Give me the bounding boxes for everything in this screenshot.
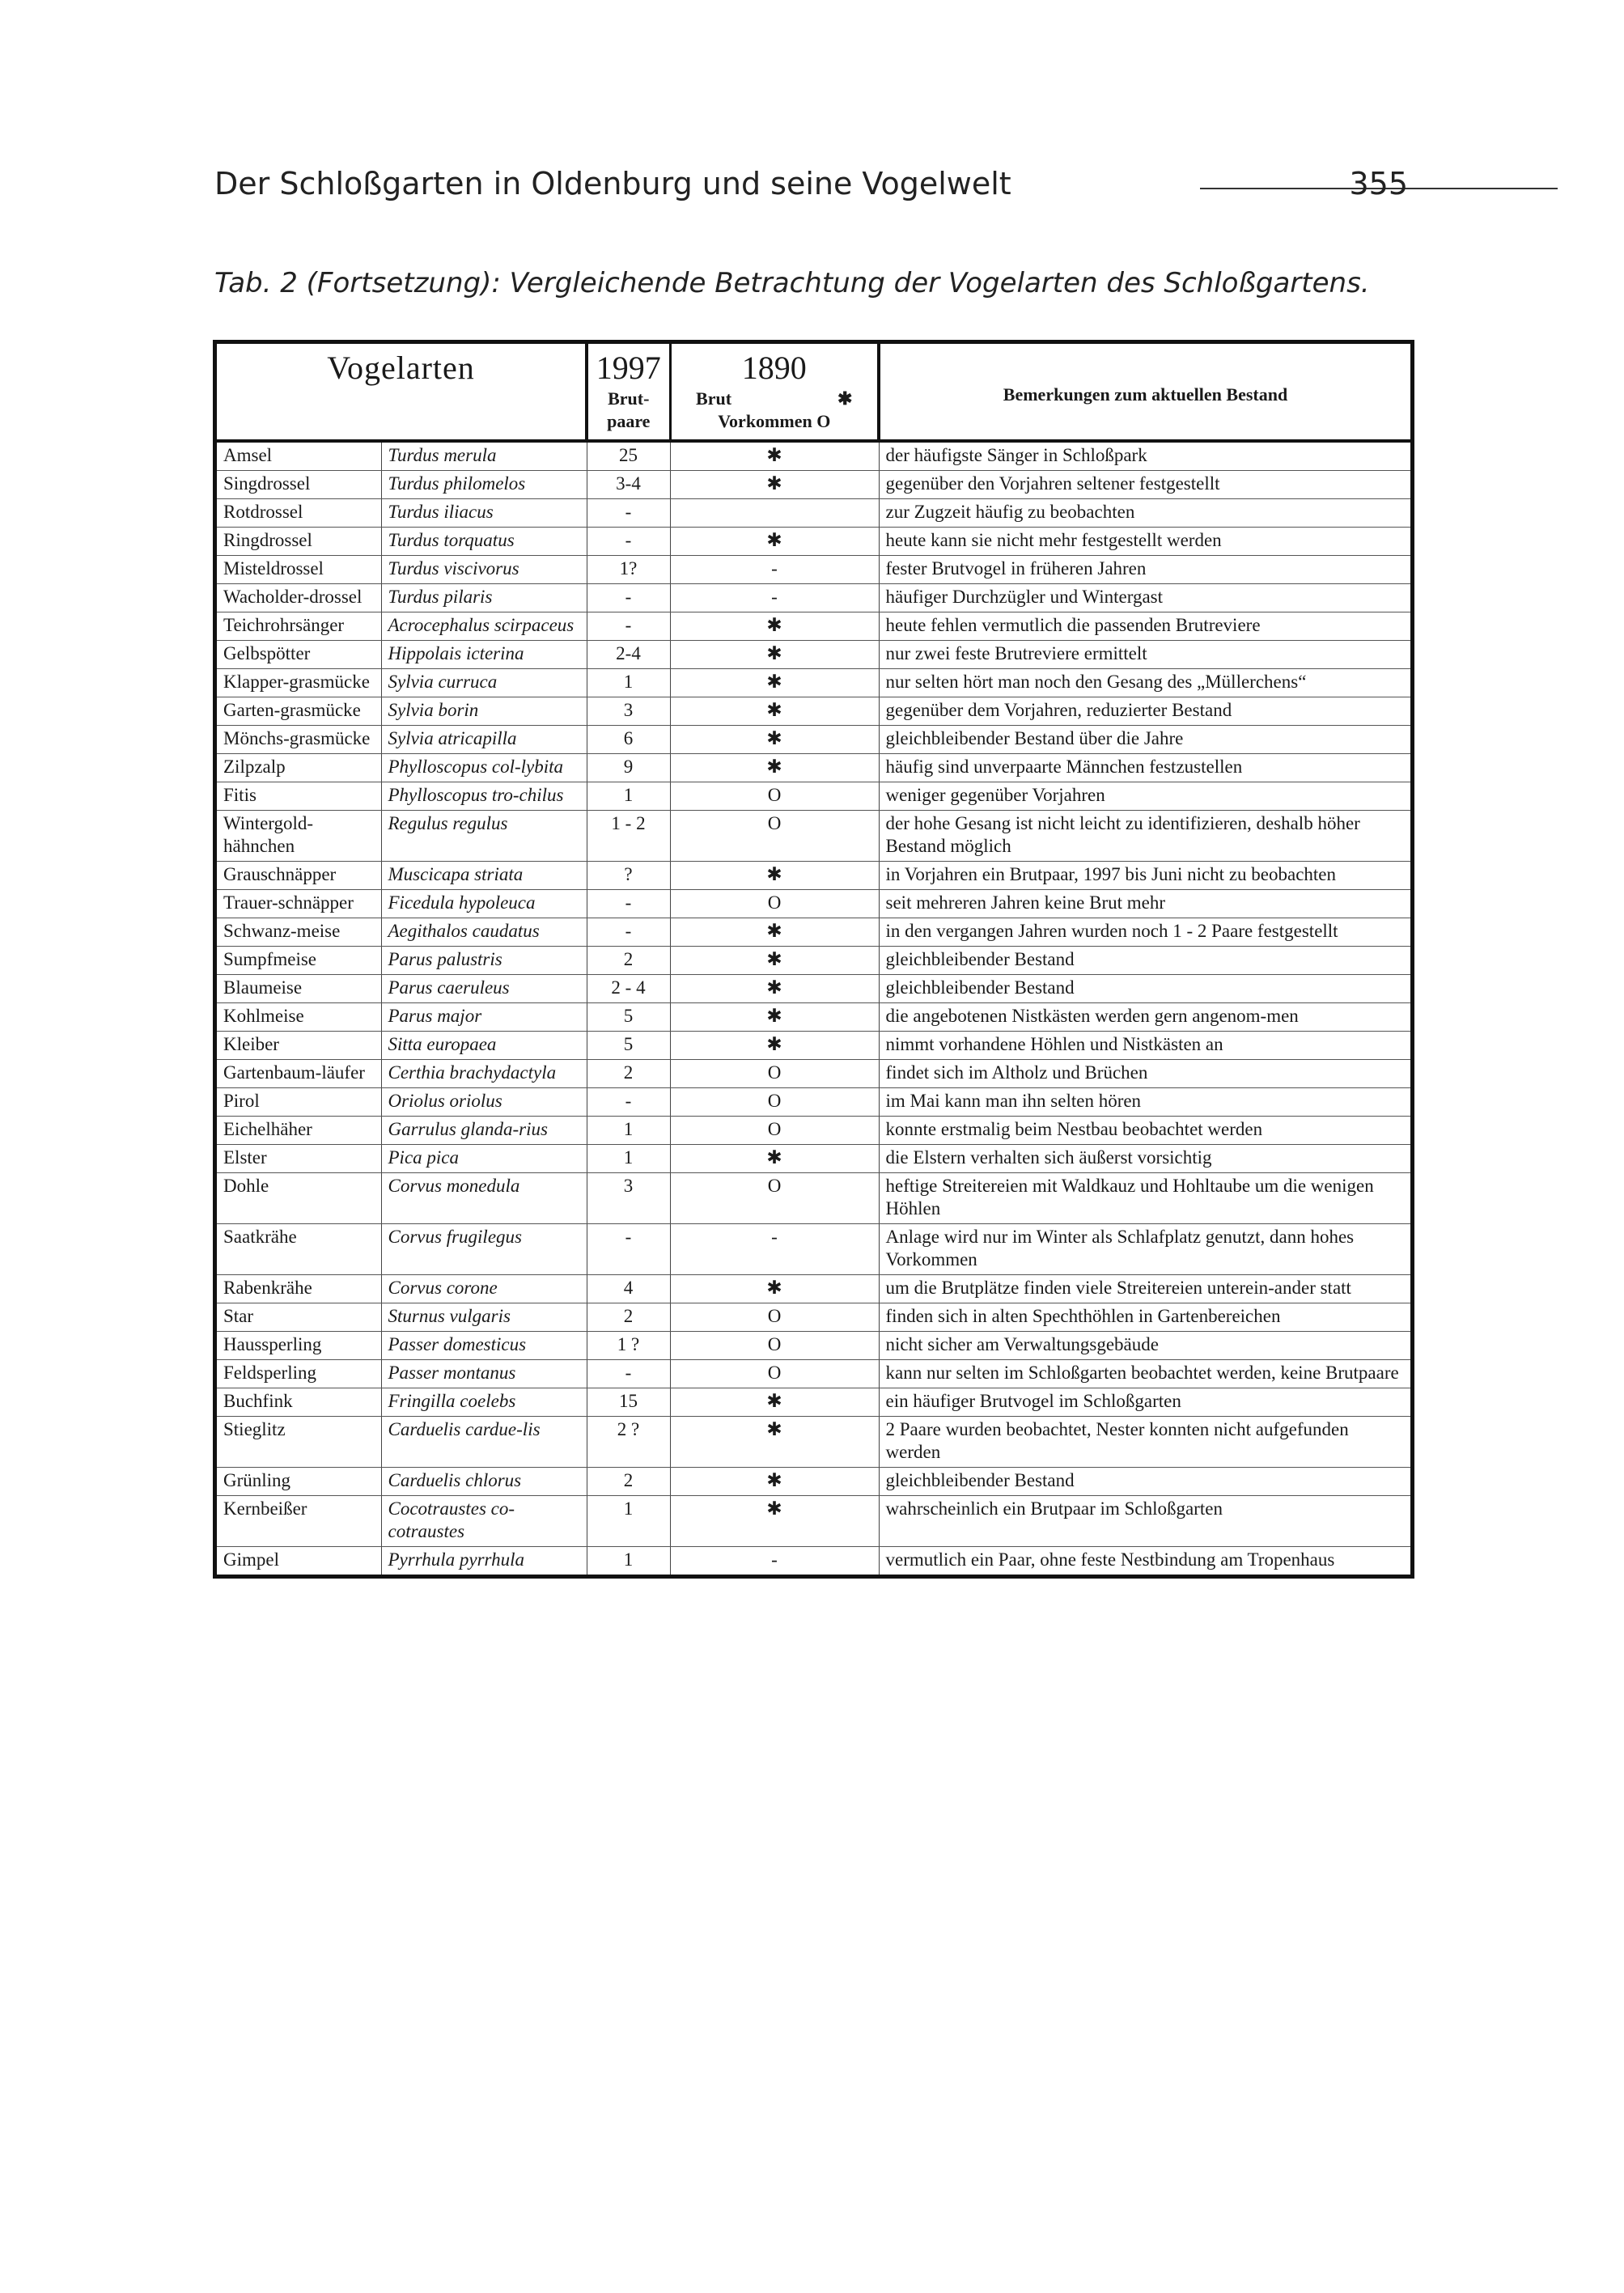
table-row [217,1332,1410,1360]
status-1890: ✱ [670,862,879,890]
header-vorkommen: Vorkommen O [718,411,831,431]
species-name: Teichrohrsänger [217,612,381,641]
status-1890: ✱ [670,697,879,726]
species-name: Rabenkrähe [217,1275,381,1303]
species-name: Rotdrossel [217,499,381,528]
table-row [217,1088,1410,1117]
brutpaare-1997: 1 [587,1547,670,1575]
status-1890: O [670,1088,879,1117]
latin-name: Oriolus oriolus [381,1088,587,1117]
table-row [217,1360,1410,1388]
remark: finden sich in alten Spechthöhlen in Gartenbereichen [879,1303,1410,1332]
brutpaare-1997: 1 ? [587,1332,670,1360]
page-number: 355 [1349,166,1408,201]
remark: Anlage wird nur im Winter als Schlafplatz genutzt, dann hohes Vorkommen [879,1224,1410,1275]
remark: heftige Streitereien mit Waldkauz und Hohltaube um die wenigen Höhlen [879,1173,1410,1224]
remark: heute kann sie nicht mehr festgestellt werden [879,528,1410,556]
brutpaare-1997: 2 ? [587,1417,670,1468]
latin-name: Passer domesticus [381,1332,587,1360]
remark: gleichbleibender Bestand über die Jahre [879,726,1410,754]
table-row [217,697,1410,726]
remark: gleichbleibender Bestand [879,947,1410,975]
table-row [217,975,1410,1003]
brutpaare-1997: 9 [587,754,670,782]
latin-name: Fringilla coelebs [381,1388,587,1417]
latin-name: Pyrrhula pyrrhula [381,1547,587,1575]
latin-name: Regulus regulus [381,811,587,862]
status-1890: O [670,782,879,811]
brutpaare-1997: 25 [587,441,670,471]
latin-name: Parus palustris [381,947,587,975]
page-header [214,166,1408,214]
status-1890: ✱ [670,641,879,669]
table-row [217,918,1410,947]
species-name: Garten-grasmücke [217,697,381,726]
status-1890: ✱ [670,471,879,499]
latin-name: Corvus corone [381,1275,587,1303]
table-row [217,499,1410,528]
brutpaare-1997: 2 [587,1303,670,1332]
table-row [217,1003,1410,1032]
status-1890: - [670,584,879,612]
latin-name: Carduelis chlorus [381,1468,587,1496]
remark: wahrscheinlich ein Brutpaar im Schloßgarten [879,1496,1410,1547]
remark: um die Brutplätze finden viele Streitereien unterein-ander statt [879,1275,1410,1303]
status-1890: ✱ [670,1496,879,1547]
status-1890: ✱ [670,1275,879,1303]
species-name: Grauschnäpper [217,862,381,890]
remark: 2 Paare wurden beobachtet, Nester konnten nicht aufgefunden werden [879,1417,1410,1468]
brutpaare-1997: 5 [587,1032,670,1060]
species-name: Star [217,1303,381,1332]
status-1890: ✱ [670,1388,879,1417]
latin-name: Parus caeruleus [381,975,587,1003]
brutpaare-1997: 1 [587,1496,670,1547]
remark: die angebotenen Nistkästen werden gern angenom-men [879,1003,1410,1032]
species-name: Wintergold-hähnchen [217,811,381,862]
species-name: Kleiber [217,1032,381,1060]
table-row [217,782,1410,811]
status-1890: O [670,1173,879,1224]
header-species [217,344,587,441]
latin-name: Acrocephalus scirpaceus [381,612,587,641]
species-name: Fitis [217,782,381,811]
header-species-label: Vogelarten [327,350,475,386]
latin-name: Garrulus glanda-rius [381,1117,587,1145]
status-1890: ✱ [670,918,879,947]
brutpaare-1997: - [587,890,670,918]
remark: zur Zugzeit häufig zu beobachten [879,499,1410,528]
latin-name: Turdus philomelos [381,471,587,499]
remark: nur selten hört man noch den Gesang des „Müllerchens“ [879,669,1410,697]
remark: im Mai kann man ihn selten hören [879,1088,1410,1117]
remark: fester Brutvogel in früheren Jahren [879,556,1410,584]
table-row [217,947,1410,975]
header-year-1890: 1890 [741,350,807,386]
latin-name: Sylvia curruca [381,669,587,697]
table-row [217,669,1410,697]
latin-name: Sylvia atricapilla [381,726,587,754]
remark: weniger gegenüber Vorjahren [879,782,1410,811]
species-name: Misteldrossel [217,556,381,584]
brutpaare-1997: 1 [587,1145,670,1173]
brutpaare-1997: 1 [587,1117,670,1145]
brutpaare-1997: 3 [587,1173,670,1224]
remark: häufig sind unverpaarte Männchen festzustellen [879,754,1410,782]
species-name: Stieglitz [217,1417,381,1468]
latin-name: Phylloscopus tro-chilus [381,782,587,811]
table-row [217,1496,1410,1547]
species-name: Elster [217,1145,381,1173]
remark: in Vorjahren ein Brutpaar, 1997 bis Juni nicht zu beobachten [879,862,1410,890]
status-1890: ✱ [670,1003,879,1032]
species-name: Sumpfmeise [217,947,381,975]
latin-name: Phylloscopus col-lybita [381,754,587,782]
species-name: Mönchs-grasmücke [217,726,381,754]
latin-name: Sitta europaea [381,1032,587,1060]
latin-name: Certhia brachydactyla [381,1060,587,1088]
latin-name: Hippolais icterina [381,641,587,669]
latin-name: Sturnus vulgaris [381,1303,587,1332]
status-1890: ✱ [670,441,879,471]
status-1890: ✱ [670,1032,879,1060]
remark: heute fehlen vermutlich die passenden Brutreviere [879,612,1410,641]
table-row [217,726,1410,754]
header-brut: Brut [696,388,732,409]
header-remarks-label: Bemerkungen zum aktuellen Bestand [1003,384,1288,405]
status-1890: ✱ [670,612,879,641]
brutpaare-1997: ? [587,862,670,890]
running-title: Der Schloßgarten in Oldenburg und seine Vogelwelt [214,166,1011,201]
table-row [217,862,1410,890]
species-name: Blaumeise [217,975,381,1003]
brutpaare-1997: 1 [587,669,670,697]
species-name: Buchfink [217,1388,381,1417]
table-row [217,1303,1410,1332]
table-header-row [217,344,1410,441]
species-name: Gartenbaum-läufer [217,1060,381,1088]
status-1890: ✱ [670,726,879,754]
status-1890: O [670,1303,879,1332]
table-row [217,1224,1410,1275]
status-1890: O [670,890,879,918]
status-1890: O [670,1060,879,1088]
species-name: Pirol [217,1088,381,1117]
species-name: Kohlmeise [217,1003,381,1032]
species-name: Wacholder-drossel [217,584,381,612]
status-1890: ✱ [670,1468,879,1496]
remark: konnte erstmalig beim Nestbau beobachtet werden [879,1117,1410,1145]
remark: gleichbleibender Bestand [879,1468,1410,1496]
brutpaare-1997: - [587,499,670,528]
species-name: Gimpel [223,1549,279,1570]
status-1890: ✱ [670,975,879,1003]
brutpaare-1997: 3 [587,697,670,726]
brutpaare-1997: 1 - 2 [587,811,670,862]
bird-table [213,340,1414,1579]
brutpaare-1997: - [587,528,670,556]
remark: nur zwei feste Brutreviere ermittelt [879,641,1410,669]
species-name: Gelbspötter [217,641,381,669]
latin-name: Muscicapa striata [381,862,587,890]
table-row [217,754,1410,782]
latin-name: Ficedula hypoleuca [381,890,587,918]
species-name: Schwanz-meise [217,918,381,947]
brutpaare-1997: 2 [587,947,670,975]
status-1890: ✱ [670,947,879,975]
status-1890: - [670,1224,879,1275]
remark: vermutlich ein Paar, ohne feste Nestbindung am Tropenhaus [879,1547,1410,1575]
table-row [217,1388,1410,1417]
status-1890: O [670,1332,879,1360]
table-row [217,811,1410,862]
latin-name: Corvus frugilegus [381,1224,587,1275]
brutpaare-1997: 4 [587,1275,670,1303]
brutpaare-1997: 6 [587,726,670,754]
remark: die Elstern verhalten sich äußerst vorsichtig [879,1145,1410,1173]
brutpaare-1997: 2-4 [587,641,670,669]
latin-name: Turdus torquatus [381,528,587,556]
species-name: Trauer-schnäpper [217,890,381,918]
table-row [217,471,1410,499]
table-caption: Tab. 2 (Fortsetzung): Vergleichende Betrachtung der Vogelarten des Schloßgartens. [214,267,1370,299]
species-name: Klapper-grasmücke [217,669,381,697]
latin-name: Turdus merula [381,441,587,471]
latin-name: Passer montanus [381,1360,587,1388]
header-year-1997: 1997 [596,350,661,386]
table-row [217,1145,1410,1173]
table-row [217,890,1410,918]
header-brutpaare-1: Brut- [608,388,650,409]
remark: gleichbleibender Bestand [879,975,1410,1003]
species-name: Eichelhäher [217,1117,381,1145]
status-1890: O [670,1117,879,1145]
remark: der häufigste Sänger in Schloßpark [879,441,1410,471]
table-row [217,1547,1410,1575]
brutpaare-1997: 15 [587,1388,670,1417]
status-1890: - [670,556,879,584]
latin-name: Aegithalos caudatus [381,918,587,947]
brutpaare-1997: 3-4 [587,471,670,499]
table-row [217,528,1410,556]
header-remarks [879,344,1410,441]
remark: häufiger Durchzügler und Wintergast [879,584,1410,612]
table-row [217,441,1410,471]
brutpaare-1997: 1 [587,782,670,811]
brutpaare-1997: - [587,918,670,947]
table-row [217,1032,1410,1060]
table-row [217,584,1410,612]
brutpaare-1997: - [587,584,670,612]
table-row [217,1060,1410,1088]
status-1890: ✱ [670,528,879,556]
table-row [217,1468,1410,1496]
latin-name: Corvus monedula [381,1173,587,1224]
remark: findet sich im Altholz und Brüchen [879,1060,1410,1088]
latin-name: Cocotraustes co-cotraustes [381,1496,587,1547]
species-name: Haussperling [217,1332,381,1360]
remark: kann nur selten im Schloßgarten beobachtet werden, keine Brutpaare [879,1360,1410,1388]
brutpaare-1997: 2 - 4 [587,975,670,1003]
brutpaare-1997: - [587,1088,670,1117]
species-name: Saatkrähe [217,1224,381,1275]
table-body [217,441,1410,1575]
header-1997 [587,344,670,441]
species-name: Singdrossel [217,471,381,499]
table-row [217,612,1410,641]
remark: seit mehreren Jahren keine Brut mehr [879,890,1410,918]
species-name: Kernbeißer [217,1496,381,1547]
species-name: Dohle [217,1173,381,1224]
remark: ein häufiger Brutvogel im Schloßgarten [879,1388,1410,1417]
remark: der hohe Gesang ist nicht leicht zu identifizieren, deshalb höher Bestand möglich [879,811,1410,862]
remark: nicht sicher am Verwaltungsgebäude [879,1332,1410,1360]
remark: nimmt vorhandene Höhlen und Nistkästen an [879,1032,1410,1060]
brutpaare-1997: 5 [587,1003,670,1032]
status-1890: ✱ [670,754,879,782]
status-1890 [670,499,879,528]
header-brutpaare-2: paare [607,411,651,431]
status-1890: ✱ [670,669,879,697]
table-row [217,641,1410,669]
status-1890: ✱ [670,1417,879,1468]
table-row [217,1117,1410,1145]
latin-name: Turdus pilaris [381,584,587,612]
brutpaare-1997: 1? [587,556,670,584]
species-name: Feldsperling [217,1360,381,1388]
species-name: Zilpzalp [217,754,381,782]
status-1890: O [670,1360,879,1388]
latin-name: Carduelis cardue-lis [381,1417,587,1468]
remark: gegenüber dem Vorjahren, reduzierter Bestand [879,697,1410,726]
table-row [217,1417,1410,1468]
brut-star-icon: ✱ [837,388,853,409]
species-name: Grünling [217,1468,381,1496]
header-1890 [670,344,879,441]
brutpaare-1997: - [587,1360,670,1388]
status-1890: O [670,811,879,862]
latin-name: Parus major [381,1003,587,1032]
brutpaare-1997: 2 [587,1468,670,1496]
remark: gegenüber den Vorjahren seltener festgestellt [879,471,1410,499]
brutpaare-1997: - [587,612,670,641]
latin-name: Turdus iliacus [381,499,587,528]
latin-name: Sylvia borin [381,697,587,726]
brutpaare-1997: - [587,1224,670,1275]
remark: in den vergangen Jahren wurden noch 1 - 2 Paare festgestellt [879,918,1410,947]
latin-name: Pica pica [381,1145,587,1173]
status-1890: ✱ [670,1145,879,1173]
table-row [217,1173,1410,1224]
latin-name: Turdus viscivorus [381,556,587,584]
table-row [217,1275,1410,1303]
table-row [217,556,1410,584]
species-name: Ringdrossel [217,528,381,556]
header-brut-line [672,388,878,410]
brutpaare-1997: 2 [587,1060,670,1088]
status-1890: - [670,1547,879,1575]
species-name: Amsel [217,441,381,471]
